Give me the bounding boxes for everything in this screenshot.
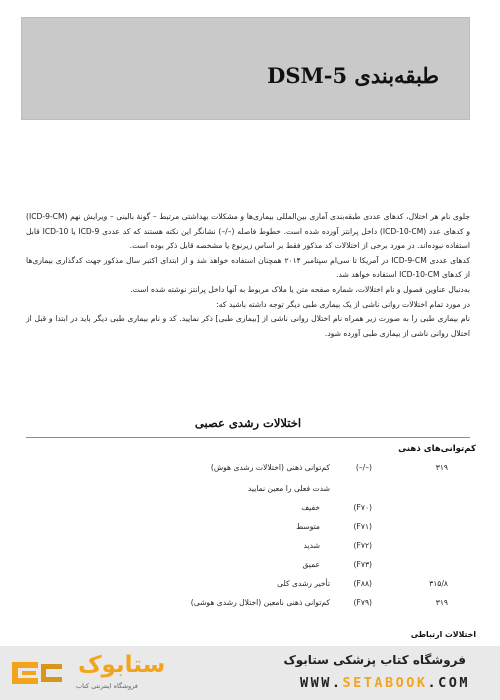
store-name: فروشگاه کتاب پزشکی ستابوک	[283, 653, 466, 667]
severity-label: عمیق	[302, 560, 320, 569]
icd-code: (F۷۱)	[353, 522, 372, 531]
disorder-name: تأخیر رشدی کلی	[277, 579, 330, 588]
logo-tagline: فروشگاه اینترنتی کتاب	[76, 682, 138, 690]
page-number: ۳۱۹	[435, 598, 448, 607]
subsection-heading-2: اختلالات ارتباطی	[410, 630, 476, 639]
specifier-note: شدت فعلی را معین نمایید	[247, 484, 330, 493]
disorder-name: کم‌توانی ذهنی نامعین (اختلال رشدی هوشی)	[190, 598, 330, 607]
logo-wordmark: ستابوک	[78, 652, 166, 678]
table-row	[26, 484, 470, 496]
intro-text	[26, 210, 470, 341]
table-row	[26, 598, 470, 610]
chapter-title-box	[21, 17, 470, 120]
table-row	[26, 522, 470, 534]
severity-label: خفیف	[301, 503, 320, 512]
icd-code: (F۷۳)	[353, 560, 372, 569]
store-url[interactable]	[300, 675, 470, 691]
icd-code: (F۷۹)	[353, 598, 372, 607]
intro-paragraph-2: کدهای عددی ICD-9-CM در آمریکا تا سی‌ام سپتامبر ۲۰۱۴ همچنان استفاده خواهد شد و از ابتدای اکتبر سال مذکور جهت کدگذاری بیماری‌ها از کدهای ICD-10-CM استفاده خواهد شد.	[26, 255, 471, 280]
url-suffix: .COM	[427, 675, 470, 691]
intro-paragraph-5: نام بیماری طبی را به صورت زیر همراه نام اختلال روانی ناشی از [بیماری طبی] ذکر نمایید. کد و نام بیماری طبی دیگر باید در ابتدا و قبل از اختلال روانی ناشی از بیماری طبی آورده شود.	[26, 314, 470, 338]
page-number: ۳۱۵/۸	[429, 579, 448, 588]
table-row	[26, 503, 470, 515]
table-row	[26, 560, 470, 572]
icd-code: (F۷۲)	[353, 541, 372, 550]
icd-code: (F۸۸)	[353, 579, 372, 588]
intro-paragraph-4: در مورد تمام اختلالات روانی ناشی از یک بیماری طبی دیگر توجه داشته باشید که:	[216, 299, 470, 309]
subsection-heading: کم‌توانی‌های ذهنی	[398, 444, 476, 454]
icd-code: (F۷۰)	[353, 503, 372, 512]
intro-paragraph-3: به‌دنبال عناوین فصول و نام اختلالات، شماره صفحه متن یا ملاک مربوط به آنها داخل پرانتز نوشته شده است.	[130, 284, 470, 294]
table-row	[26, 541, 470, 553]
url-prefix: WWW.	[299, 675, 343, 691]
section-divider	[26, 437, 470, 438]
disorder-name: کم‌توانی ذهنی (اختلالات رشدی هوش)	[210, 463, 330, 472]
table-row	[26, 463, 470, 475]
bookstore-logo-icon	[8, 656, 66, 690]
table-row	[26, 579, 470, 591]
section-title: اختلالات رشدی عصبی	[194, 416, 302, 430]
chapter-title: طبقه‌بندی DSM-5	[267, 63, 439, 88]
page-number: ۳۱۹	[435, 463, 448, 472]
severity-label: متوسط	[296, 522, 320, 531]
icd-code: (–/–)	[355, 463, 372, 472]
url-brand: SETABOOK	[342, 675, 428, 691]
severity-label: شدید	[303, 541, 320, 550]
store-banner[interactable]	[0, 646, 500, 700]
intro-paragraph-1: جلوی نام هر اختلال، کدهای عددی طبقه‌بندی آماری بین‌المللی بیماری‌ها و مشکلات بهداشتی مرتبط – گونهٔ بالینی – ویرایش نهم (ICD-9-CM) و کدهای عدد (ICD-10-CM) داخل پرانتز آورده شده است. خطوط فاصله (–/–) نشانگر این نکته هستند که کد عددی ICD-9 یا ICD-10 قابل استفاده نبوده‌اند. در مورد برخی از اختلالات کد مذکور فقط بر اساس زیرنوع یا مشخصه قابل ذکر بوده است.	[26, 212, 470, 251]
